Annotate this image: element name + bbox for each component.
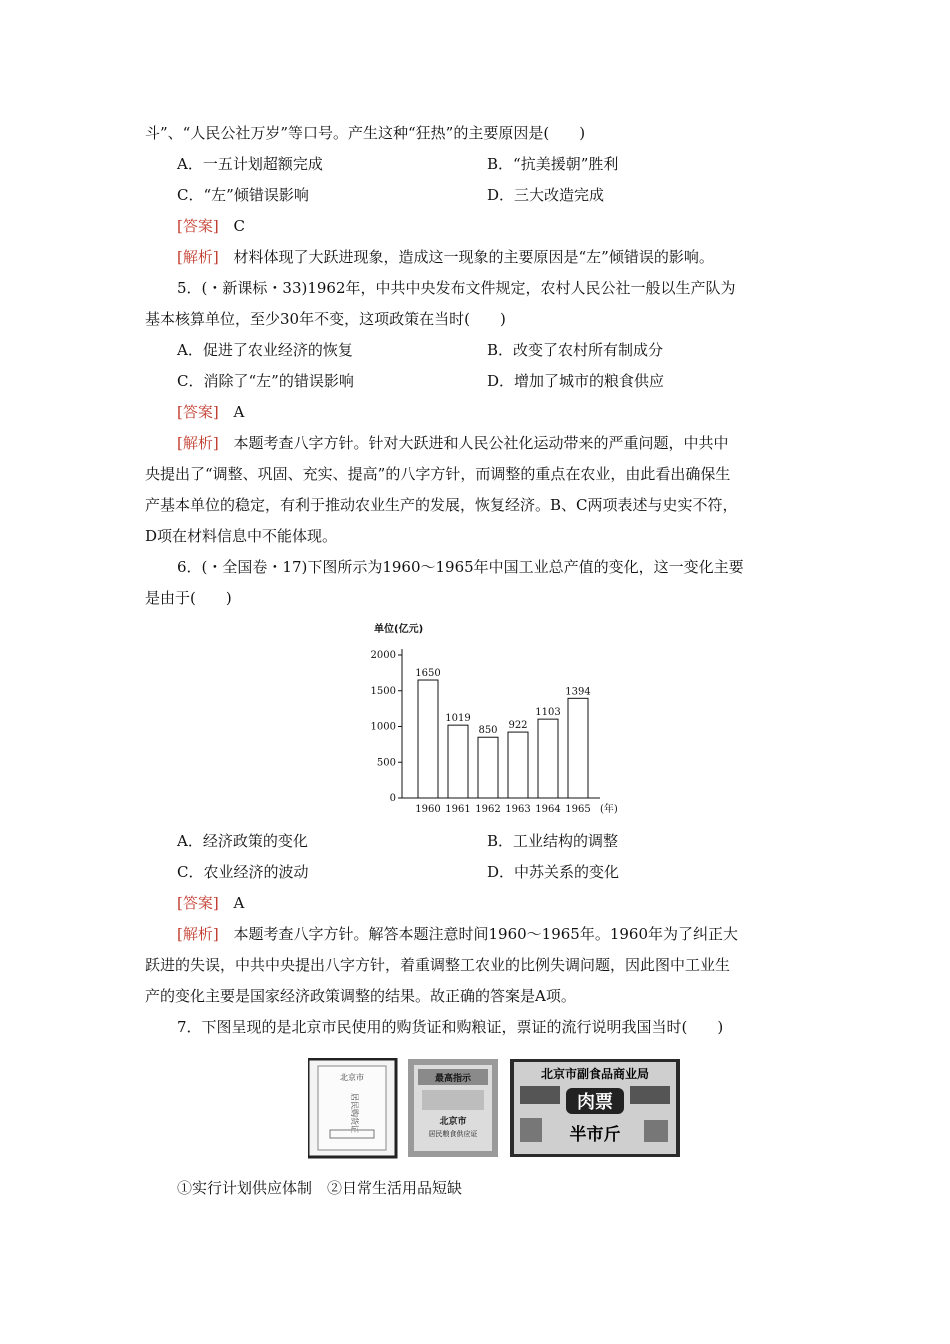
y-unit-label: 单位(亿元)	[374, 624, 424, 635]
card3-amount: 半市斤	[569, 1125, 621, 1145]
analysis-tag: [解析]	[177, 248, 219, 266]
q4-option-b: B．“抗美援朝”胜利	[487, 155, 619, 173]
bar-value-label: 1394	[565, 686, 591, 698]
x-tick-label: 1963	[505, 804, 531, 815]
q5-analysis-line-4: D项在材料信息中不能体现。	[145, 527, 338, 545]
q5-answer	[177, 402, 244, 422]
bar-value-label: 850	[478, 725, 498, 737]
y-tick-label: 1000	[370, 721, 396, 733]
q6-option-c: C．农业经济的波动	[177, 863, 309, 881]
q6-answer	[177, 893, 244, 913]
grain-card-photo	[408, 1059, 498, 1157]
bar	[478, 737, 498, 798]
bar	[508, 732, 528, 798]
bar-value-label: 1019	[445, 713, 471, 725]
bar-value-label: 1103	[535, 707, 561, 719]
q5-option-c: C．消除了“左”的错误影响	[177, 372, 354, 390]
q5-analysis-line-3: 产基本单位的稳定，有利于推动农业生产的发展，恢复经济。B、C两项表述与史实不符，	[145, 496, 738, 514]
q4-analysis	[177, 247, 714, 267]
card2-sub: 居民粮食供应证	[428, 1130, 478, 1138]
q5-analysis-line-1	[177, 433, 729, 453]
q6-analysis-line-3: 产的变化主要是国家经济政策调整的结果。故正确的答案是A项。	[145, 987, 576, 1005]
q6-stem-line-1: 6．(・全国卷・17)下图所示为1960～1965年中国工业总产值的变化，这一变化主要	[177, 558, 744, 576]
y-tick-label: 2000	[370, 650, 396, 661]
q4-option-d: D．三大改造完成	[487, 186, 605, 204]
q6-analysis-line-2: 跃进的失误，中共中央提出八字方针，着重调整工农业的比例失调问题，因此图中工业生	[145, 956, 731, 974]
x-tick-label: 1961	[445, 804, 471, 815]
q5-stem-line-1: 5．(・新课标・33)1962年，中共中央发布文件规定，农村人民公社一般以生产队为	[177, 279, 736, 297]
q5-option-b: B．改变了农村所有制成分	[487, 341, 664, 359]
analysis-text: 本题考查八字方针。解答本题注意时间1960～1965年。1960年为了纠正大	[233, 925, 739, 943]
q5-analysis-line-2: 央提出了“调整、巩固、充实、提高”的八字方针，而调整的重点在农业，由此看出确保生	[145, 465, 731, 483]
q4-answer	[177, 216, 245, 236]
answer-tag: [答案]	[177, 894, 219, 912]
card2-body: 北京市	[439, 1117, 467, 1127]
x-tick-label: 1965	[565, 804, 591, 815]
q7-stem-line-1: 7．下图呈现的是北京市民使用的购货证和购粮证，票证的流行说明我国当时( )	[177, 1018, 724, 1036]
industrial-output-chart	[360, 618, 620, 818]
answer-tag: [答案]	[177, 217, 219, 235]
card2-header: 最高指示	[434, 1074, 472, 1084]
q6-option-a: A．经济政策的变化	[177, 832, 308, 850]
bar	[448, 725, 468, 798]
q4-option-c: C．“左”倾错误影响	[177, 186, 309, 204]
bar-chart-svg	[360, 618, 620, 818]
q6-stem-line-2: 是由于( )	[145, 589, 232, 607]
q4-option-a: A．一五计划超额完成	[177, 155, 323, 173]
bar	[538, 719, 558, 798]
coupons-image	[308, 1058, 680, 1160]
x-tick-label: 1964	[535, 804, 561, 815]
y-tick-label: 500	[376, 757, 396, 769]
bar-value-label: 1650	[415, 668, 441, 680]
meat-coupon-photo	[510, 1059, 680, 1157]
shopping-card-photo	[308, 1059, 396, 1157]
q7-items: ①实行计划供应体制 ②日常生活用品短缺	[177, 1179, 463, 1197]
q5-option-a: A．促进了农业经济的恢复	[177, 341, 353, 359]
bar-value-label: 922	[508, 720, 528, 732]
x-tick-label: 1962	[475, 804, 501, 815]
answer-value: C	[233, 217, 245, 235]
q6-option-b: B．工业结构的调整	[487, 832, 619, 850]
card3-title: 北京市副食品商业局	[540, 1067, 650, 1081]
q6-option-d: D．中苏关系的变化	[487, 863, 620, 881]
x-tick-label: 1960	[415, 804, 441, 815]
card3-big: 肉票	[577, 1092, 613, 1113]
analysis-tag: [解析]	[177, 434, 219, 452]
y-tick-label: 1500	[370, 685, 396, 697]
answer-value: A	[233, 894, 245, 912]
ration-coupon-photos	[308, 1058, 680, 1160]
answer-tag: [答案]	[177, 403, 219, 421]
card1-body: 居民购货证	[350, 1093, 359, 1133]
x-unit-label: (年)	[600, 804, 618, 815]
analysis-text: 本题考查八字方针。针对大跃进和人民公社化运动带来的严重问题，中共中	[233, 434, 729, 452]
q6-analysis-line-1	[177, 924, 738, 944]
answer-value: A	[233, 403, 245, 421]
q5-option-d: D．增加了城市的粮食供应	[487, 372, 665, 390]
card1-title: 北京市	[340, 1073, 364, 1082]
q5-stem-line-2: 基本核算单位，至少30年不变，这项政策在当时( )	[145, 310, 506, 328]
bar	[568, 698, 588, 798]
q4-stem-line: 斗”、“人民公社万岁”等口号。产生这种“狂热”的主要原因是( )	[145, 124, 586, 142]
y-tick-label: 0	[389, 793, 396, 804]
analysis-text: 材料体现了大跃进现象，造成这一现象的主要原因是“左”倾错误的影响。	[233, 248, 714, 266]
bar	[418, 680, 438, 798]
analysis-tag: [解析]	[177, 925, 219, 943]
